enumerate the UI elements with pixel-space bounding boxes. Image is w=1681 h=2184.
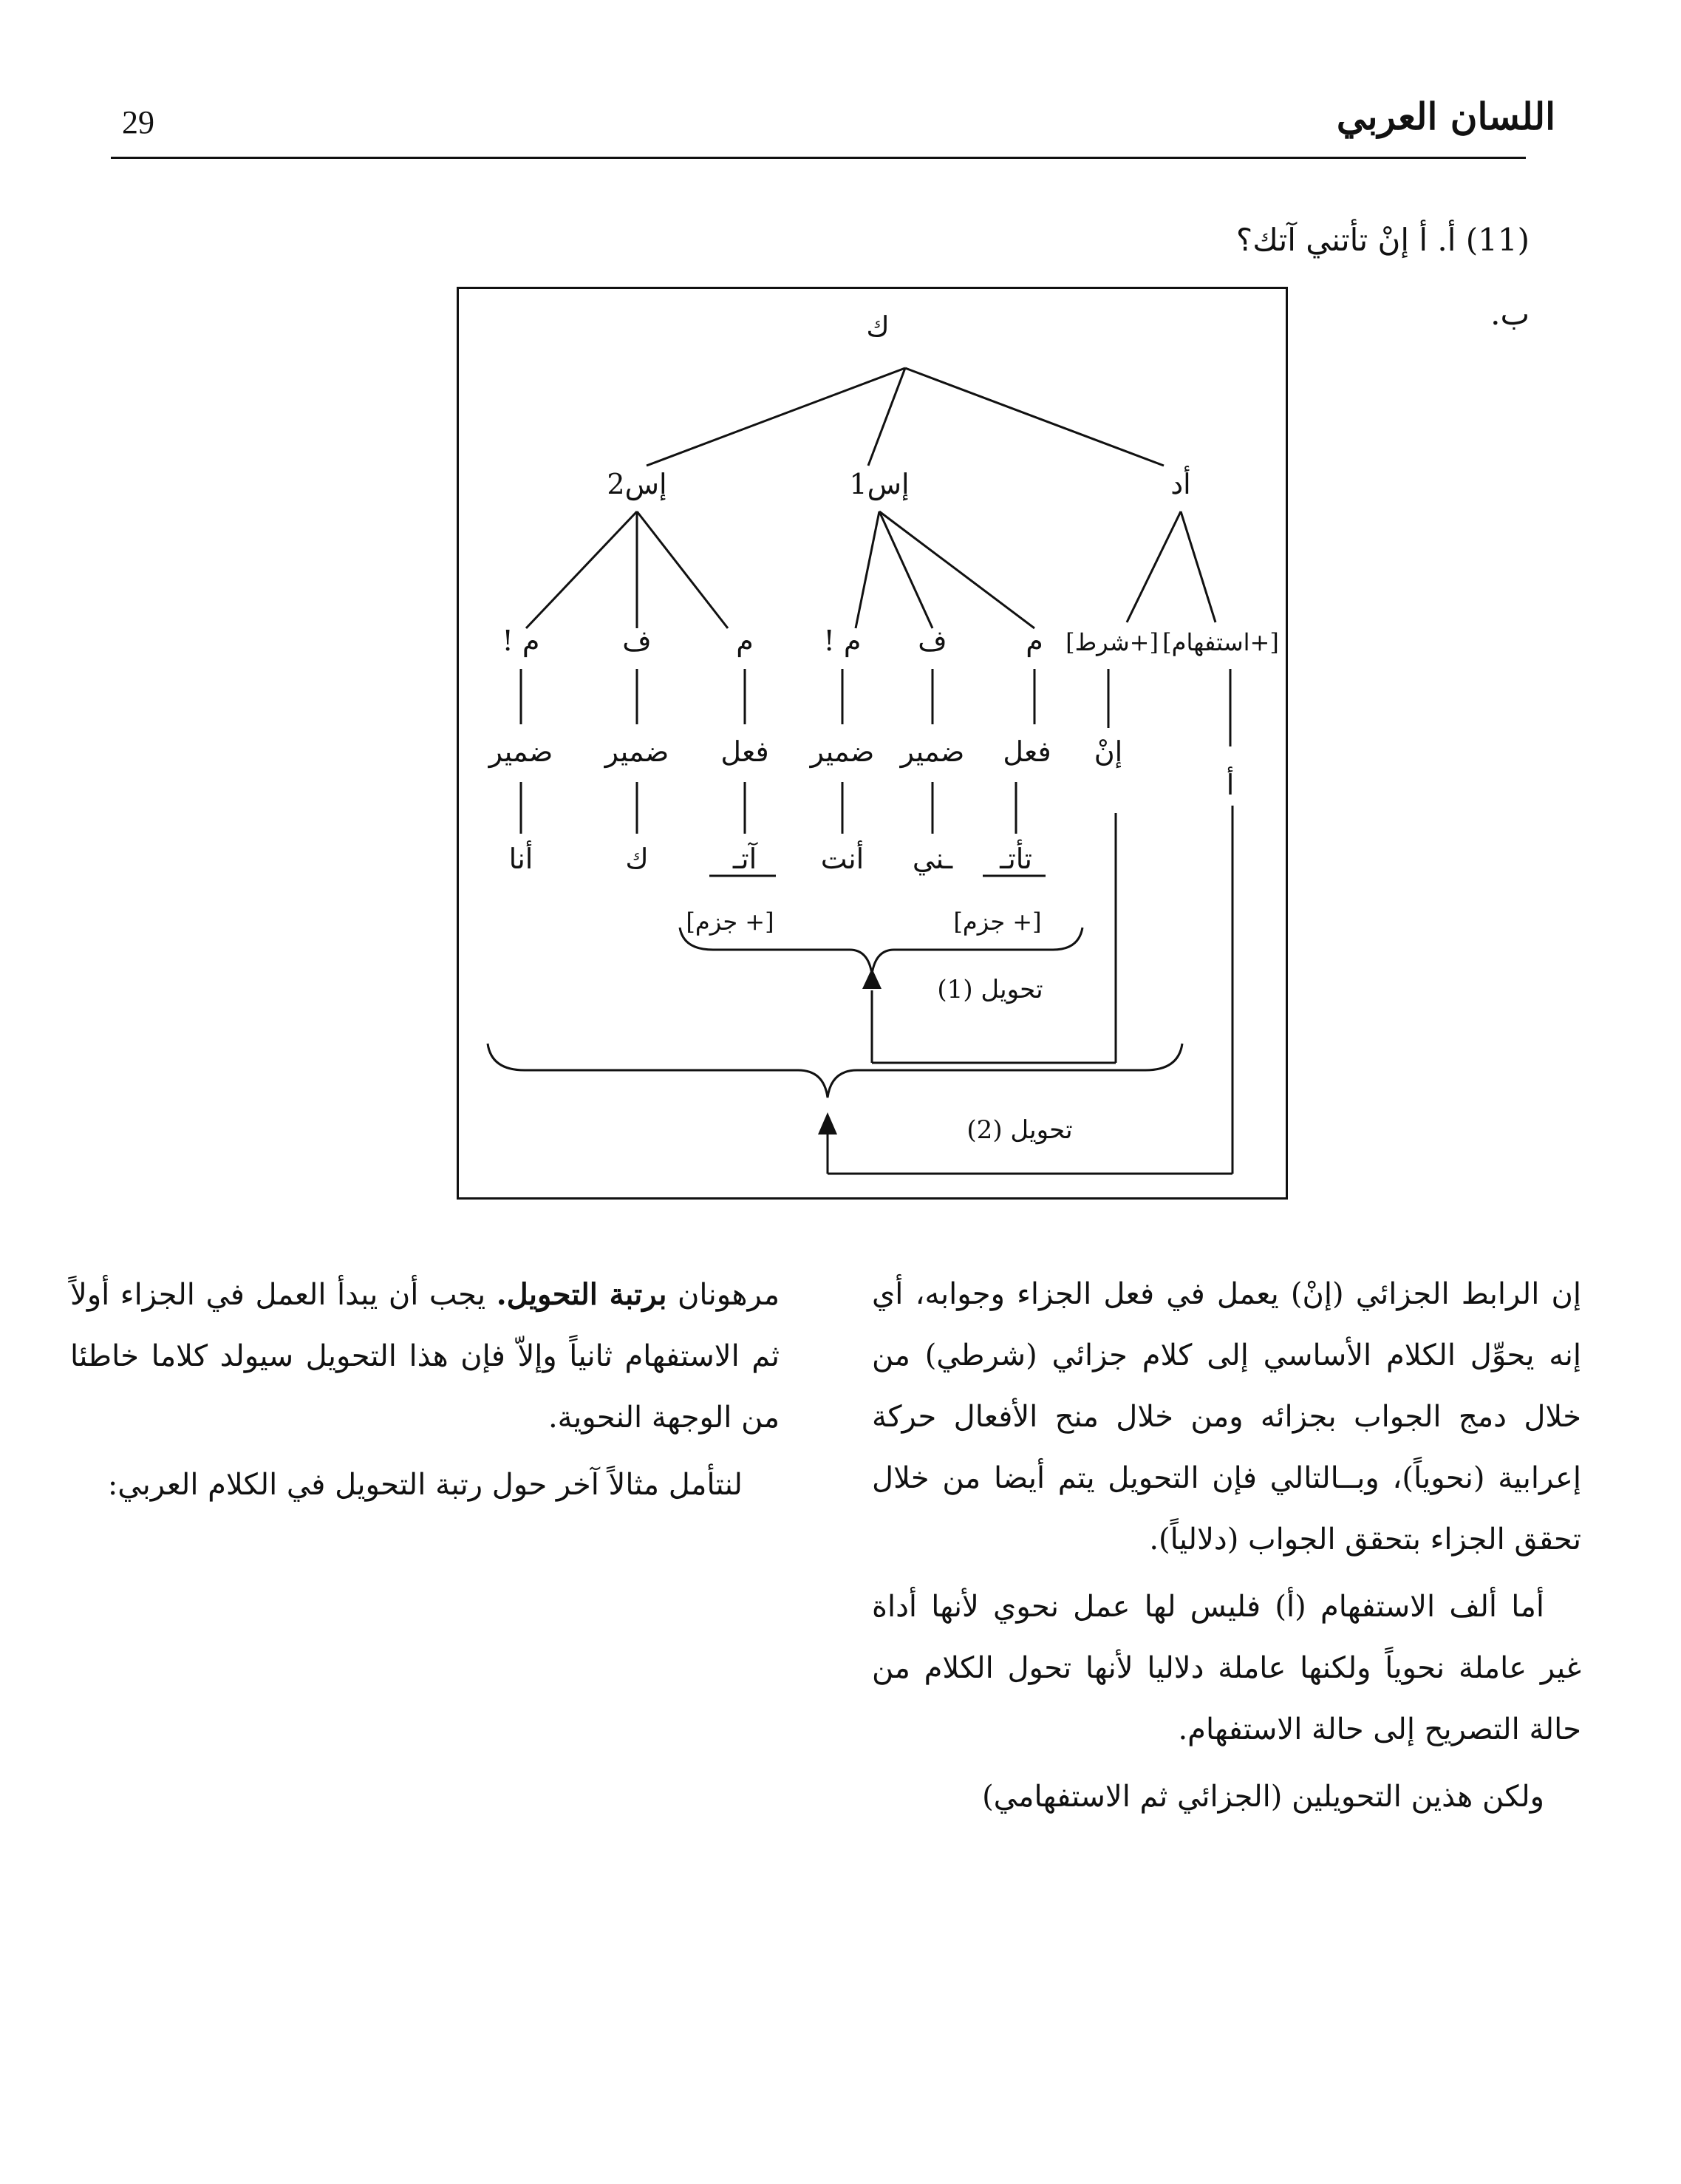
journal-title: اللسان العربي (1336, 95, 1555, 138)
feature-interrogative: [+استفهام] (1162, 628, 1279, 656)
s1-label-3: م ! (823, 625, 862, 657)
s1-word-1: تأتـ (1000, 843, 1032, 875)
s2-cat-2: ضمير (604, 735, 669, 768)
tree-edge (647, 368, 905, 466)
example-title: (11) أ. أ إنْ تأتني آتك؟ (1235, 222, 1530, 258)
example-sub-label: ب. (1490, 296, 1530, 332)
tree-edge (637, 511, 728, 628)
tree-edge (868, 368, 905, 466)
transform-2-label: تحويل (2) (966, 1115, 1073, 1145)
s1-label-1: م (1026, 625, 1043, 657)
paragraph: لنتأمل مثالاً آخر حول رتبة التحويل في الكلام العربي: (107, 1468, 743, 1502)
tree-group (488, 310, 1279, 1145)
arrow-up-icon (862, 968, 882, 989)
feature-conditional: [+شرط] (1065, 628, 1159, 656)
node-ad: أد (1170, 468, 1191, 500)
s1-word-3: أنت (820, 843, 865, 875)
s2-word-2: ك (625, 843, 649, 875)
paragraph: ولكن هذين التحويلين (الجزائي ثم الاستفهامي) (982, 1780, 1544, 1814)
node-s1: إس1 (849, 468, 910, 500)
jazm-feature-1: [+ جزم] (953, 908, 1042, 936)
tool-in: إنْ (1094, 735, 1123, 768)
page-number: 29 (122, 104, 154, 140)
tree-edge (856, 511, 879, 628)
node-s2: إس2 (607, 468, 667, 500)
jazm-feature-2: [+ جزم] (686, 908, 774, 936)
s1-cat-1: فعل (1003, 735, 1051, 768)
tree-edge (905, 368, 1164, 466)
emphasis-text: برتبة التحويل. (496, 1277, 667, 1312)
transform-1-label: تحويل (1) (937, 975, 1043, 1004)
s1-word-2: ـني (912, 843, 953, 875)
arrow-up-icon (818, 1112, 837, 1134)
s2-label-3: م ! (502, 625, 540, 657)
paragraph: أما ألف الاستفهام (أ) فليس لها عمل نحوي لأنها أداة غير عاملة نحوياً ولكنها عاملة دلاليا لأنها تحول الكلام من حالة التصريح إلى حالة الاستفهام. (872, 1590, 1581, 1746)
s2-label-2: ف (622, 625, 652, 657)
s1-label-2: ف (918, 625, 947, 657)
tool-alif: أ (1226, 769, 1235, 801)
tree-edge (1127, 511, 1181, 622)
paragraph: إن الرابط الجزائي (إنْ) يعمل في فعل الجزاء وجوابه، أي إنه يحوِّل الكلام الأساسي إلى كلام جزائي (شرطي) من خلال دمج الجواب بجزائه ومن خلال منح الأفعال حركة إعرابية (نحوياً)، وبــالتالي فإن التحويل يتم أيضا من خلال تحقق الجزاء بتحقق الجواب (دلالياً). (872, 1277, 1581, 1557)
tree-root: ك (866, 310, 890, 343)
paragraph (70, 1264, 780, 1449)
text-run: يجب أن يبدأ العمل في الجزاء أولاً ثم الاستفهام ثانياً وإلاّ فإن هذا التحويل سيولد كلاما خاطئا من الوجهة النحوية. (70, 1278, 780, 1435)
s2-word-3: أنا (508, 843, 533, 875)
s2-word-1: آتـ (732, 843, 757, 875)
s2-cat-3: ضمير (488, 735, 553, 768)
tree-edge (1181, 511, 1215, 622)
s1-cat-3: ضمير (810, 735, 875, 768)
s2-label-1: م (736, 625, 754, 657)
tree-edge (879, 511, 932, 628)
tree-edge (526, 511, 637, 628)
left-column (70, 1264, 780, 1522)
s1-cat-2: ضمير (900, 735, 965, 768)
text-run: مرهونان (666, 1278, 780, 1312)
brace-transform-2 (488, 1044, 1182, 1098)
right-column (872, 1264, 1581, 1834)
s2-cat-1: فعل (720, 735, 769, 768)
tree-edge (879, 511, 1034, 628)
